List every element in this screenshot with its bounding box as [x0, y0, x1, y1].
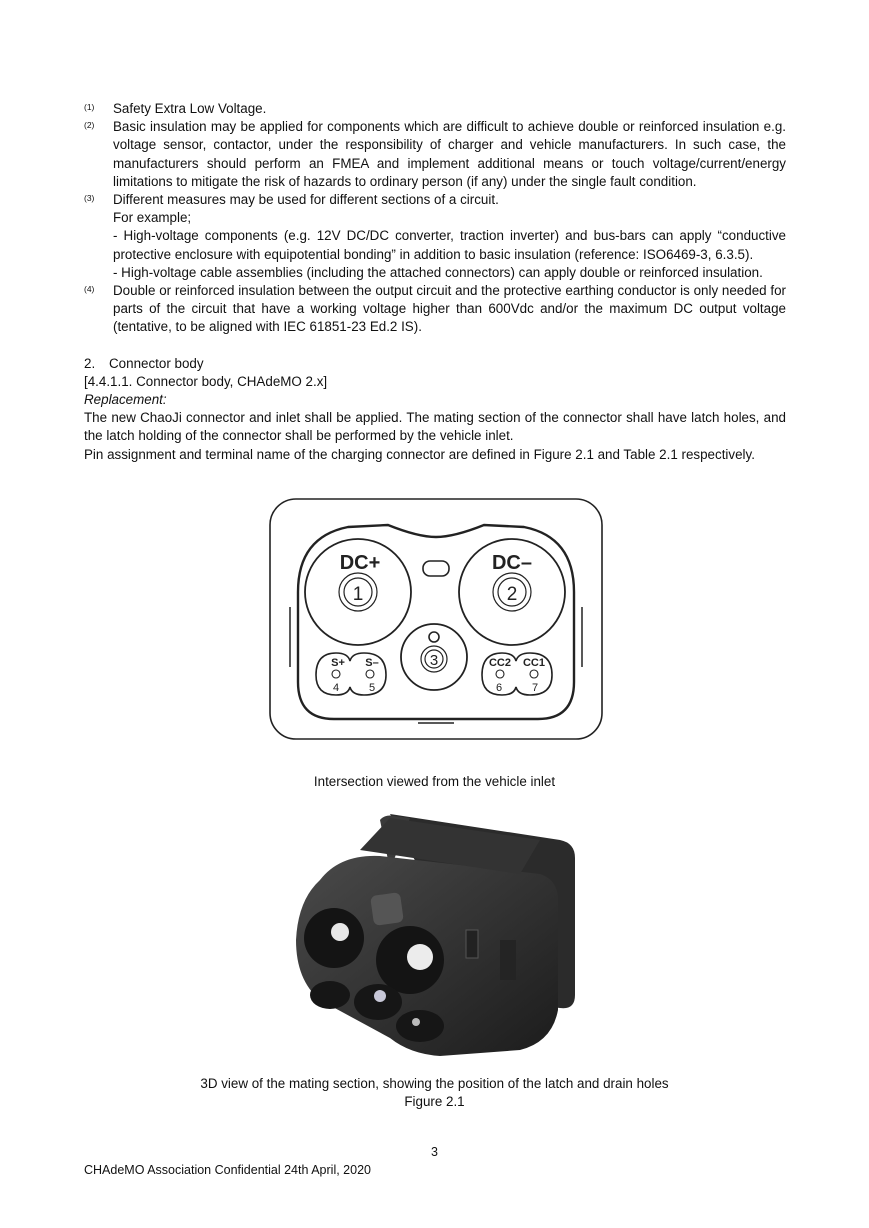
pin-4-label: 4: [332, 682, 340, 694]
connector-3d-render: [290, 810, 590, 1058]
figure-caption-text: 3D view of the mating section, showing the position of the latch and drain holes: [200, 1076, 669, 1091]
footnote-text: Safety Extra Low Voltage.: [113, 101, 267, 116]
footnote-text: Basic insulation may be applied for components which are difficult to achieve double or reinforced insulation e.g. voltage sensor, contactor, under the responsibility of charger and vehicle manufacturers. In such case, the manufacturers should perform an FMEA and implement additional means or touch voltage/current/energy limitations to mitigate the risk of hazards to ordinary person (if any) under the single fault condition.: [113, 119, 786, 189]
footnote-number: (2): [84, 120, 95, 131]
footnote-number: (3): [84, 193, 95, 204]
footnote-4: [84, 282, 786, 337]
connector-face-diagram: [268, 497, 604, 741]
footnote-3: [84, 191, 786, 282]
dc-plus-label: DC+: [339, 552, 381, 574]
page-footer: CHAdeMO Association Confidential 24th April, 2020: [84, 1163, 371, 1177]
figure-caption: Intersection viewed from the vehicle inlet: [313, 774, 556, 789]
pin-3-label: 3: [429, 652, 439, 669]
section-heading: [84, 355, 786, 373]
section-number: 2.: [84, 355, 96, 371]
footnote-text: Double or reinforced insulation between the output circuit and the protective earthing conductor is only needed for parts of the circuit that have a working voltage higher than 600Vdc and/or the maximum DC output voltage (tentative, to be aligned with IEC 61851-23 Ed.2 IS).: [113, 283, 786, 335]
pin-7-label: 7: [531, 682, 539, 694]
footnote-1: [84, 100, 786, 118]
figure-caption: [0, 1075, 869, 1111]
pin-1-label: 1: [352, 584, 364, 605]
paragraph: Pin assignment and terminal name of the charging connector are defined in Figure 2.1 and Table 2.1 respectively.: [84, 446, 755, 462]
section-reference: [4.4.1.1. Connector body, CHAdeMO 2.x]: [84, 373, 328, 389]
pin-5-label: 5: [368, 682, 376, 694]
footnote-text: Different measures may be used for different sections of a circuit.: [113, 192, 499, 208]
pin-6-label: 6: [495, 682, 503, 694]
s-plus-label: S+: [331, 657, 345, 669]
footnote-text: - High-voltage cable assemblies (including the attached connectors) can apply double or reinforced insulation.: [113, 264, 763, 280]
cc1-label: CC1: [522, 657, 546, 669]
footnote-2: [84, 118, 786, 191]
footnote-text: - High-voltage components (e.g. 12V DC/DC converter, traction inverter) and bus-bars can apply “conductive protective enclosure with equipotential bonding” in addition to basic insulation (reference: ISO6469-3, 6.3.5).: [113, 228, 786, 262]
replacement-label: Replacement:: [84, 392, 167, 408]
cc2-label: CC2: [488, 657, 512, 669]
paragraph: The new ChaoJi connector and inlet shall be applied. The mating section of the connector shall have latch holes, and the latch holding of the connector shall be performed by the vehicle inlet.: [84, 410, 786, 444]
document-body: [84, 100, 786, 464]
s-minus-label: S–: [365, 657, 379, 669]
section-title: Connector body: [109, 355, 204, 371]
pin-2-label: 2: [506, 584, 518, 605]
page-number: 3: [431, 1145, 438, 1159]
figure-label: Figure 2.1: [404, 1094, 465, 1109]
footnote-number: (4): [84, 284, 95, 295]
footnote-text: For example;: [113, 210, 192, 226]
footnote-number: (1): [84, 102, 95, 112]
dc-minus-label: DC–: [491, 552, 533, 574]
